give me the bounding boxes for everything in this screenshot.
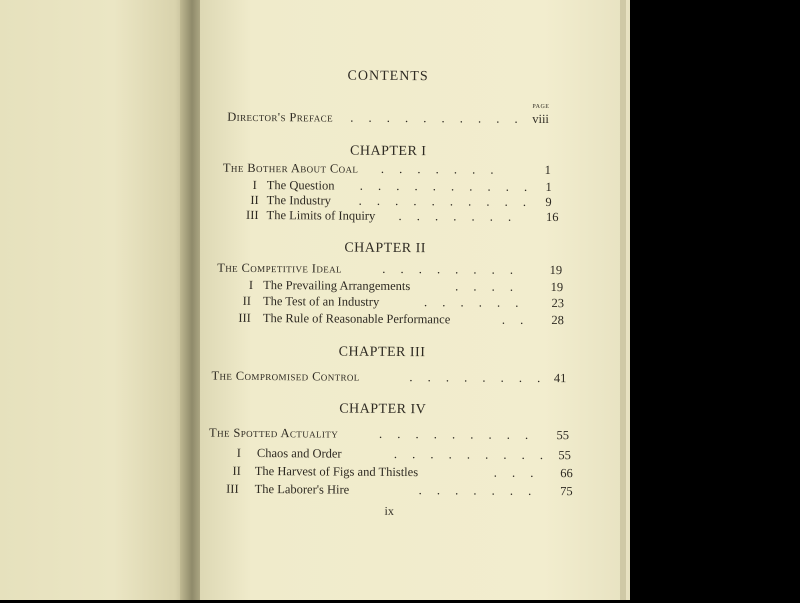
- chapter-4-title: The Spotted Actuality: [209, 425, 339, 441]
- chapter-4-section-1-numeral: I: [236, 445, 241, 460]
- chapter-1-section-2-leader-dots: . . . . . . . . . .: [358, 193, 533, 209]
- chapter-3-title: The Compromised Control: [211, 368, 360, 384]
- chapter-1-section-3-numeral: III: [246, 207, 259, 223]
- chapter-1-section-1-leader-dots: . . . . . . . . . .: [359, 178, 534, 194]
- chapter-3-page: 41: [553, 371, 567, 386]
- page-folio-number: ix: [384, 503, 394, 518]
- chapter-1-title: The Bother About Coal: [222, 160, 359, 176]
- chapter-3-heading: CHAPTER III: [338, 344, 426, 361]
- chapter-4-section-1-page: 55: [558, 448, 571, 463]
- chapter-2-section-2-title: The Test of an Industry: [262, 294, 380, 309]
- chapter-4-section-3-numeral: III: [226, 481, 239, 496]
- chapter-1-section-3-title: The Limits of Inquiry: [266, 208, 376, 223]
- preface-page: viii: [532, 111, 549, 127]
- chapter-4-section-3-title: The Laborer's Hire: [254, 481, 350, 497]
- chapter-1-section-2-title: The Industry: [266, 193, 331, 208]
- chapter-4-section-2-leader-dots: . . .: [493, 465, 540, 480]
- chapter-2-section-1-title: The Prevailing Arrangements: [263, 278, 411, 294]
- chapter-1-section-2-numeral: II: [250, 192, 259, 208]
- chapter-2-heading: CHAPTER II: [344, 240, 427, 257]
- preface-title: Director's Preface: [227, 109, 334, 125]
- chapter-1-section-1-numeral: I: [252, 177, 257, 192]
- chapter-2-page: 19: [549, 263, 563, 278]
- chapter-2-section-1-page: 19: [550, 280, 564, 295]
- chapter-4-section-1-title: Chaos and Order: [256, 446, 342, 461]
- chapter-1-section-1-title: The Question: [266, 178, 335, 193]
- chapter-2-leader-dots: . . . . . . . .: [382, 261, 520, 277]
- chapter-2-section-2-leader-dots: . . . . . .: [423, 295, 525, 310]
- chapter-1-leader-dots: . . . . . . .: [380, 161, 500, 177]
- chapter-4-section-2-title: The Harvest of Figs and Thistles: [254, 463, 419, 480]
- chapter-2-section-2-numeral: II: [242, 293, 252, 308]
- chapter-2-section-2-page: 23: [551, 296, 565, 311]
- chapter-1-page: 1: [544, 163, 551, 178]
- chapter-1-section-3-page: 16: [546, 210, 559, 225]
- chapter-2-section-3-page: 28: [551, 313, 564, 328]
- chapter-1-heading: CHAPTER I: [349, 143, 427, 160]
- chapter-4-page: 55: [556, 428, 570, 443]
- preface-leader-dots: . . . . . . . . . .: [350, 110, 524, 126]
- chapter-2-section-1-numeral: I: [248, 277, 254, 292]
- contents-title: CONTENTS: [347, 68, 429, 85]
- chapter-4-section-3-page: 75: [560, 484, 573, 499]
- page-column-label: PAGE: [532, 103, 550, 111]
- chapter-4-leader-dots: . . . . . . . . .: [379, 426, 535, 442]
- chapter-2-section-1-leader-dots: . . . .: [455, 279, 520, 294]
- chapter-2-section-3-numeral: III: [238, 310, 251, 325]
- chapter-3-leader-dots: . . . . . . . .: [409, 370, 547, 386]
- chapter-1-section-1-page: 1: [545, 180, 552, 195]
- chapter-2-title: The Competitive Ideal: [217, 260, 343, 276]
- chapter-1-section-2-page: 9: [545, 195, 552, 210]
- chapter-2-section-3-leader-dots: . .: [501, 312, 530, 327]
- chapter-4-section-3-leader-dots: . . . . . . .: [418, 483, 538, 498]
- chapter-4-section-1-leader-dots: . . . . . . . . .: [393, 446, 550, 463]
- chapter-2-section-3-title: The Rule of Reasonable Performance: [262, 311, 451, 327]
- chapter-4-section-2-numeral: II: [232, 463, 241, 478]
- chapter-4-section-2-page: 66: [560, 466, 573, 481]
- chapter-1-section-3-leader-dots: . . . . . . .: [398, 208, 518, 224]
- chapter-4-heading: CHAPTER IV: [339, 401, 427, 418]
